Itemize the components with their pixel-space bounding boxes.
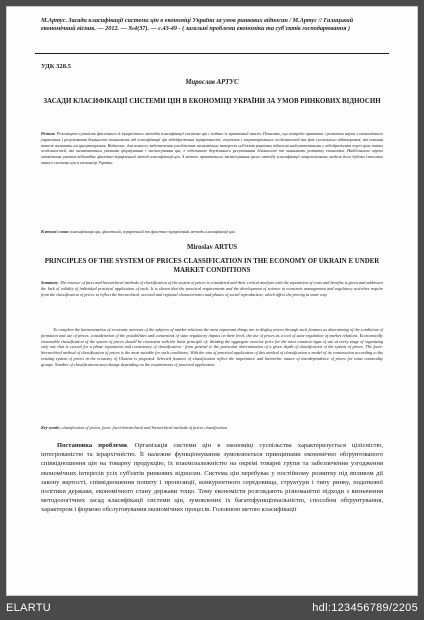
- divider: [35, 53, 389, 54]
- abstract-en: [41, 280, 383, 297]
- abstract-ua-text: Розглянуто сутність фасетного й ієрархічного методів класифікації системи цін і подано їх критичний аналіз. Показано, що потреби практики і розвиток науки з економічного управління і регулювання діяльності вимагають від класифікації цін відображення ієрархічності, галузевих і територіальних особливостей та фаз суспільного відтворення, які повинні також впливати на ціноутворення. Водночас, для повного забезпечення узгодження економічних інтересів суб'єктів ринкових відносин найсуттєвішими є відображення через ціни таких особливостей, які визначаються умовами формування і застосування цін, є підставою державного регулювання діяльності та чинниками розвитку економіки. Найбільшою мірою зазначеним умовам відповідає фасетно-ієрархічний метод класифікації цін. З метою практичного застосування цього методу класифікації запропоновано модель його будови стосовно чинної системи цін в економіці України.: [41, 131, 383, 165]
- body-lead: Постановка проблеми: [57, 442, 127, 449]
- footer-handle: hdl:123456789/2205: [312, 602, 418, 614]
- footer-bar: [0, 594, 424, 620]
- body-text: . Організація системи цін в економіці суспільства характеризується цілісністю, інтегрованістю та ієрархічністю. Її належне функціонування зумовлюється принципами економічно обґрунтованого співвідношення цін на товарну продукцію, їх взаємозалежністю на окремі товарні групи та забезпечення узгодження економічних інтересів усіх суб'єктів ринкових відносин. Система цін перебуває у постійному розвитку під впливом дії закону вартості, співвідношення попиту і пропозиції, конкурентного середовища, структури і типу ринку, податкової політики держави, економічного стану держави тощо. Тому економісти розглядають різноманітні підходи з визначення методологічних засад класифікації системи цін, зумовлених їх багатофункціональністю, способом обґрунтування, характером і формою обслуговування економічних процесів. Головною метою класифікації: [41, 442, 383, 514]
- citation: М.Артус. Засади класифікації системи цін в економіці України за умов ринкових відносин / М.Артус // Галицький економічний вісник. — 2012. — №4(37). — с.43-49 - ( загальні проблеми економіки та суб'єктів господарювання ): [41, 17, 354, 32]
- author-en: Miroslav ARTUS: [186, 244, 238, 251]
- udk-code: УДК 328.5: [41, 63, 71, 70]
- body-paragraph: [41, 441, 383, 515]
- abstract-en-text: The essence of facet and hierarchical methods of classification of the system of prices is considered and their critical analysis with the separation of costs and benefits is given and addresses the lack of validity of individual practical application of each. It is shown that the practical requirements and the development of science in economic management and regulatory activities require from the classification of prices to reflect the hierarchical, sectoral and regional characteristics and phases of social reproduction, which affect the pricing in some way.: [41, 280, 383, 297]
- title-en: PRINCIPLES OF THE SYSTEM OF PRICES CLASSIFICATION IN THE ECONOMY OF UKRAIN E UNDER MARKET CONDITIONS: [44, 258, 380, 274]
- abstract-ua-label: Резюме.: [41, 131, 56, 136]
- keywords-en-label: Key words:: [41, 425, 61, 430]
- abstract-ua: [41, 131, 383, 166]
- keywords-ua: [41, 229, 383, 235]
- keywords-ua-label: Ключові слова:: [41, 229, 70, 234]
- keywords-ua-text: класифікація цін, фасетний, ієрархічний та фасетно-ієрархічний методи класифікації цін.: [69, 229, 236, 234]
- document-page: [6, 6, 418, 596]
- title-ua: ЗАСАДИ КЛАСИФІКАЦІЇ СИСТЕМИ ЦІН В ЕКОНОМІЦІ УКРАЇНИ ЗА УМОВ РИНКОВИХ ВІДНОСИН: [43, 98, 381, 105]
- keywords-en: [41, 425, 383, 431]
- author-ua: Мирослав АРТУС: [185, 79, 239, 86]
- abstract-en-label: Summary.: [41, 280, 59, 285]
- abstract-en-continued: To complete the harmonization of economic interests of the subjects of market relations the most important things are to display prices through such features as determining of the conditions of formation and use of prices, consideration of the possibilities and constraints of state regulatory impact on their level, the use of prices as a tool of state regulation of market relations. Economically reasonable classification of the system of prices should be consistent with the basic principle of: dividing the aggregate exercise price for the most common signs of use at every stage of organizing only one that is crucial for a phase separation and consistency of classification - from general to the particular determination of a given depth of classification of the system of prices. The facet-hierarchical method of classification of prices is the most suitable for such conditions. With the aim of practical application of this method of classification a model of its construction according to the existing system of prices in the economy of Ukraine is proposed. Selected features of classification reflect the importance and hierarchic nature of interdependence of prices for some commodity groups. Number of classifications may change depending on the requirements of practical application.: [41, 327, 383, 367]
- footer-repository: ELARTU: [6, 602, 51, 614]
- keywords-en-text: classification of prices, facet, facet-hierarchical and hierarchical methods of prices classification.: [60, 425, 229, 430]
